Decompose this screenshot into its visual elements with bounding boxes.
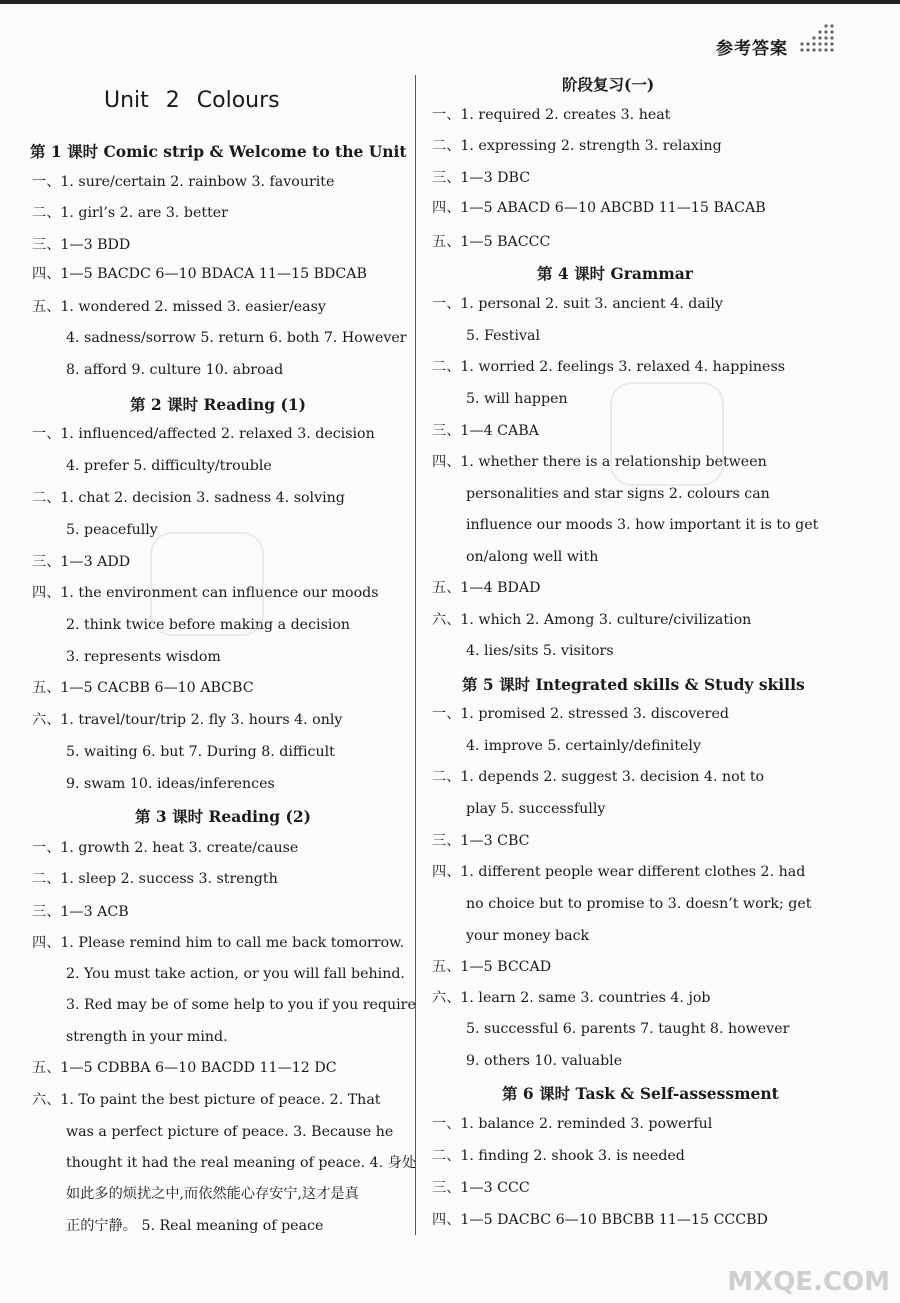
answer-line: 三、1—3 CCC [432,1180,530,1196]
answer-line: 5. successful 6. parents 7. taught 8. however [466,1021,790,1037]
answer-line: 3. represents wisdom [66,649,221,665]
answer-line: 四、1—5 ABACD 6—10 ABCBD 11—15 BACAB [432,200,766,216]
answer-line: on/along well with [466,549,599,565]
answer-line: 一、1. promised 2. stressed 3. discovered [432,706,729,722]
answer-line: your money back [466,928,590,944]
answer-line: 二、1. finding 2. shook 3. is needed [432,1148,685,1164]
answer-line: 5. peacefully [66,522,158,538]
answer-line: 二、1. expressing 2. strength 3. relaxing [432,138,722,154]
answer-line: 三、1—3 BDD [32,237,131,253]
answer-line: 2. You must take action, or you will fall behind. [66,966,405,982]
answer-line: 9. swam 10. ideas/inferences [66,776,275,792]
answer-line: personalities and star signs 2. colours can [466,486,770,502]
section-heading: 第 1 课时 Comic strip & Welcome to the Unit [30,142,407,161]
answer-line: 六、1. travel/tour/trip 2. fly 3. hours 4. only [32,712,343,728]
answer-line: 4. improve 5. certainly/definitely [466,738,701,754]
answer-line: 五、1—4 BDAD [432,580,541,596]
answer-line: strength in your mind. [66,1029,228,1045]
answer-line: 9. others 10. valuable [466,1053,623,1069]
answer-line: 五、1—5 CACBB 6—10 ABCBC [32,680,254,696]
answer-line: 5. will happen [466,391,568,407]
answer-line: 五、1—5 CDBBA 6—10 BACDD 11—12 DC [32,1060,337,1076]
answer-line: 四、1. different people wear different clothes 2. had [432,864,806,880]
answer-line: 二、1. chat 2. decision 3. sadness 4. solving [32,490,345,506]
answer-line: was a perfect picture of peace. 3. Because he [66,1124,394,1140]
answer-line: 四、1—5 DACBC 6—10 BBCBB 11—15 CCCBD [432,1212,768,1228]
answer-line: 五、1—5 BACCC [432,234,551,250]
watermark-text: MXQE.COM [727,1267,890,1297]
section-heading: 第 6 课时 Task & Self-assessment [502,1084,779,1103]
answer-line: 一、1. influenced/affected 2. relaxed 3. decision [32,426,375,442]
section-heading: 阶段复习(一) [562,75,655,94]
answer-line: play 5. successfully [466,801,606,817]
answer-line: 5. waiting 6. but 7. During 8. difficult [66,744,335,760]
answer-line: 五、1—5 BCCAD [432,959,552,975]
answer-line: 二、1. sleep 2. success 3. strength [32,871,278,887]
answer-line: 8. afford 9. culture 10. abroad [66,362,284,378]
section-heading: 第 2 课时 Reading (1) [130,395,306,414]
watermark-badge-right [610,382,724,486]
section-heading: 第 5 课时 Integrated skills & Study skills [462,675,805,694]
answer-line: 二、1. worried 2. feelings 3. relaxed 4. happiness [432,359,786,375]
answer-line: 四、1. whether there is a relationship between [432,454,767,470]
answer-line: 4. lies/sits 5. visitors [466,643,614,659]
answer-line: 四、1—5 BACDC 6—10 BDACA 11—15 BDCAB [32,266,367,282]
top-rule [0,0,900,4]
answer-line: 一、1. required 2. creates 3. heat [432,107,671,123]
answer-line: influence our moods 3. how important it is to get [466,517,819,533]
answer-line: 六、1. which 2. Among 3. culture/civilization [432,612,752,628]
answer-line: 三、1—3 DBC [432,170,531,186]
answer-line: 4. sadness/sorrow 5. return 6. both 7. However [66,330,407,346]
answer-line: thought it had the real meaning of peace. 4. 身处 [66,1155,417,1171]
answer-line: 六、1. To paint the best picture of peace. 2. That [32,1092,381,1108]
watermark-badge-left [150,532,264,636]
answer-line: no choice but to promise to 3. doesn’t work; get [466,896,812,912]
answer-line: 六、1. learn 2. same 3. countries 4. job [432,990,711,1006]
answer-line: 2. think twice before making a decision [66,617,351,633]
header-dots-ornament [796,22,838,54]
answer-line: 5. Festival [466,328,541,344]
header-label: 参考答案 [716,39,788,59]
section-heading: 第 4 课时 Grammar [537,264,693,283]
answer-line: 一、1. personal 2. suit 3. ancient 4. daily [432,296,723,312]
answer-line: 三、1—3 ADD [32,554,131,570]
answer-line: 正的宁静。 5. Real meaning of peace [66,1218,324,1234]
section-heading: 第 3 课时 Reading (2) [135,807,311,826]
unit-title: Unit 2 Colours [104,88,280,113]
answer-line: 一、1. growth 2. heat 3. create/cause [32,840,299,856]
answer-line: 一、1. sure/certain 2. rainbow 3. favourite [32,174,335,190]
answer-line: 四、1. the environment can influence our moods [32,585,379,601]
answer-line: 三、1—4 CABA [432,423,539,439]
answer-line: 如此多的烦扰之中,而依然能心存安宁,这才是真 [66,1186,359,1202]
answer-line: 3. Red may be of some help to you if you require [66,997,416,1013]
column-divider [415,75,416,1235]
answer-line: 三、1—3 CBC [432,833,530,849]
answer-line: 二、1. depends 2. suggest 3. decision 4. not to [432,769,765,785]
answer-line: 4. prefer 5. difficulty/trouble [66,458,272,474]
answer-line: 五、1. wondered 2. missed 3. easier/easy [32,299,326,315]
answer-line: 一、1. balance 2. reminded 3. powerful [432,1116,713,1132]
answer-line: 四、1. Please remind him to call me back tomorrow. [32,935,405,951]
answer-line: 三、1—3 ACB [32,904,129,920]
answer-line: 二、1. girl’s 2. are 3. better [32,205,228,221]
